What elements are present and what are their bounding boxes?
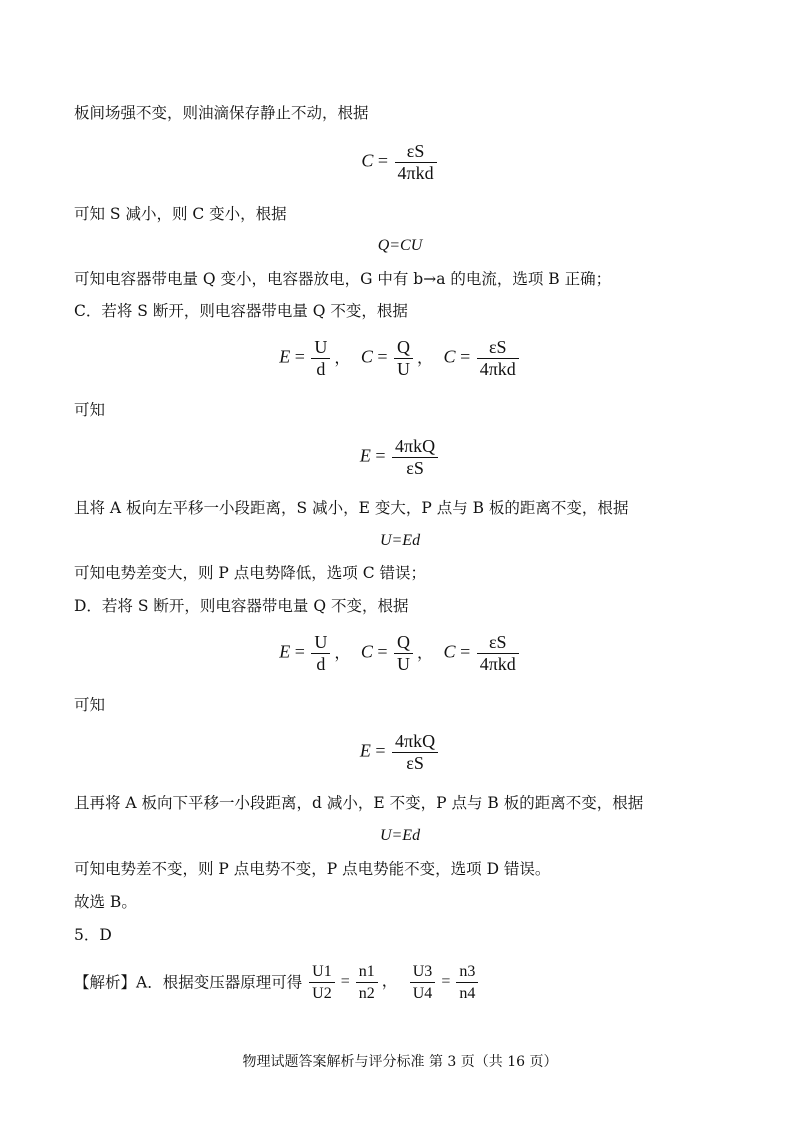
text-line-9: 可知 — [74, 696, 106, 714]
text-line-11: 可知电势差不变，则 P 点电势不变，P 点电势能不变，选项 D 错误。 — [74, 860, 551, 878]
page-footer: 物理试题答案解析与评分标准 第 3 页（共 16 页） — [242, 1054, 558, 1070]
text-line-12: 故选 B。 — [74, 893, 137, 911]
text-line-1: 板间场强不变，则油滴保存静止不动，根据 — [74, 104, 369, 122]
denominator: 4πkd — [397, 163, 434, 183]
fraction: $\frac{U}{d}$ — [311, 338, 330, 379]
formula-group-d: E = $\frac{U}{d}$ ， C = $\frac{Q}{U}$ ， C = $\frac{\varepsilon S}{\text{4πkd}}$ — [0, 633, 800, 674]
numerator: εS — [395, 142, 437, 163]
text-line-10: 且再将 A 板向下平移一小段距离，d 减小，E 不变，P 点与 B 板的距离不变，根据 — [74, 794, 644, 812]
fraction: $\frac{Q}{U}$ — [394, 338, 413, 379]
formula-group-c: E = $\frac{U}{d}$ ， C = $\frac{Q}{U}$ ， C = $\frac{\varepsilon S}{\text{4πkd}}$ — [0, 338, 800, 379]
formula-transformer: $\frac{U1}{U2}$ = $\frac{n1}{n2}$ ， $\frac{U3}{U4}$ = $\frac{n3}{n4}$ — [307, 962, 480, 1003]
question-number: 5．D — [74, 926, 112, 944]
formula-potential-2: U=Ed — [379, 827, 421, 844]
formula-lhs: C — [361, 150, 374, 171]
text-line-5: 可知 — [74, 401, 106, 419]
text-line-4: C．若将 S 断开，则电容器带电量 Q 不变，根据 — [74, 302, 408, 320]
formula-field-d: E = $\frac{\text{4πkQ}}{\varepsilon S}$ — [0, 732, 800, 773]
fraction: $\frac{\varepsilon S}{\text{4πkd}}$ — [477, 338, 519, 379]
fraction: $\frac{Q}{U}$ — [394, 633, 413, 674]
analysis-label: 【解析】A．根据变压器原理可得 — [74, 973, 303, 992]
formula-potential-1: U=Ed — [379, 532, 421, 549]
formula-charge: Q=CU — [377, 237, 423, 254]
fraction: $\frac{\text{4πkQ}}{\varepsilon S}$ — [392, 437, 438, 478]
fraction: $\frac{\text{4πkQ}}{\varepsilon S}$ — [392, 732, 438, 773]
fraction — [395, 142, 437, 183]
fraction: $\frac{\varepsilon S}{\text{4πkd}}$ — [477, 633, 519, 674]
text-line-7: 可知电势差变大，则 P 点电势降低，选项 C 错误； — [74, 564, 426, 582]
text-line-3: 可知电容器带电量 Q 变小，电容器放电，G 中有 b→a 的电流，选项 B 正确； — [74, 270, 612, 288]
text-line-2: 可知 S 减小，则 C 变小，根据 — [74, 205, 287, 223]
fraction: $\frac{U}{d}$ — [311, 633, 330, 674]
text-line-6: 且将 A 板向左平移一小段距离，S 减小，E 变大，P 点与 B 板的距离不变，根据 — [74, 499, 629, 517]
formula-capacitance: C = $\frac{\varepsilon S}{\text{4πkd}}$ — [0, 142, 800, 183]
formula-field-c: E = $\frac{\text{4πkQ}}{\varepsilon S}$ — [0, 437, 800, 478]
text-line-8: D．若将 S 断开，则电容器带电量 Q 不变，根据 — [74, 597, 409, 615]
analysis-line — [74, 962, 480, 1003]
